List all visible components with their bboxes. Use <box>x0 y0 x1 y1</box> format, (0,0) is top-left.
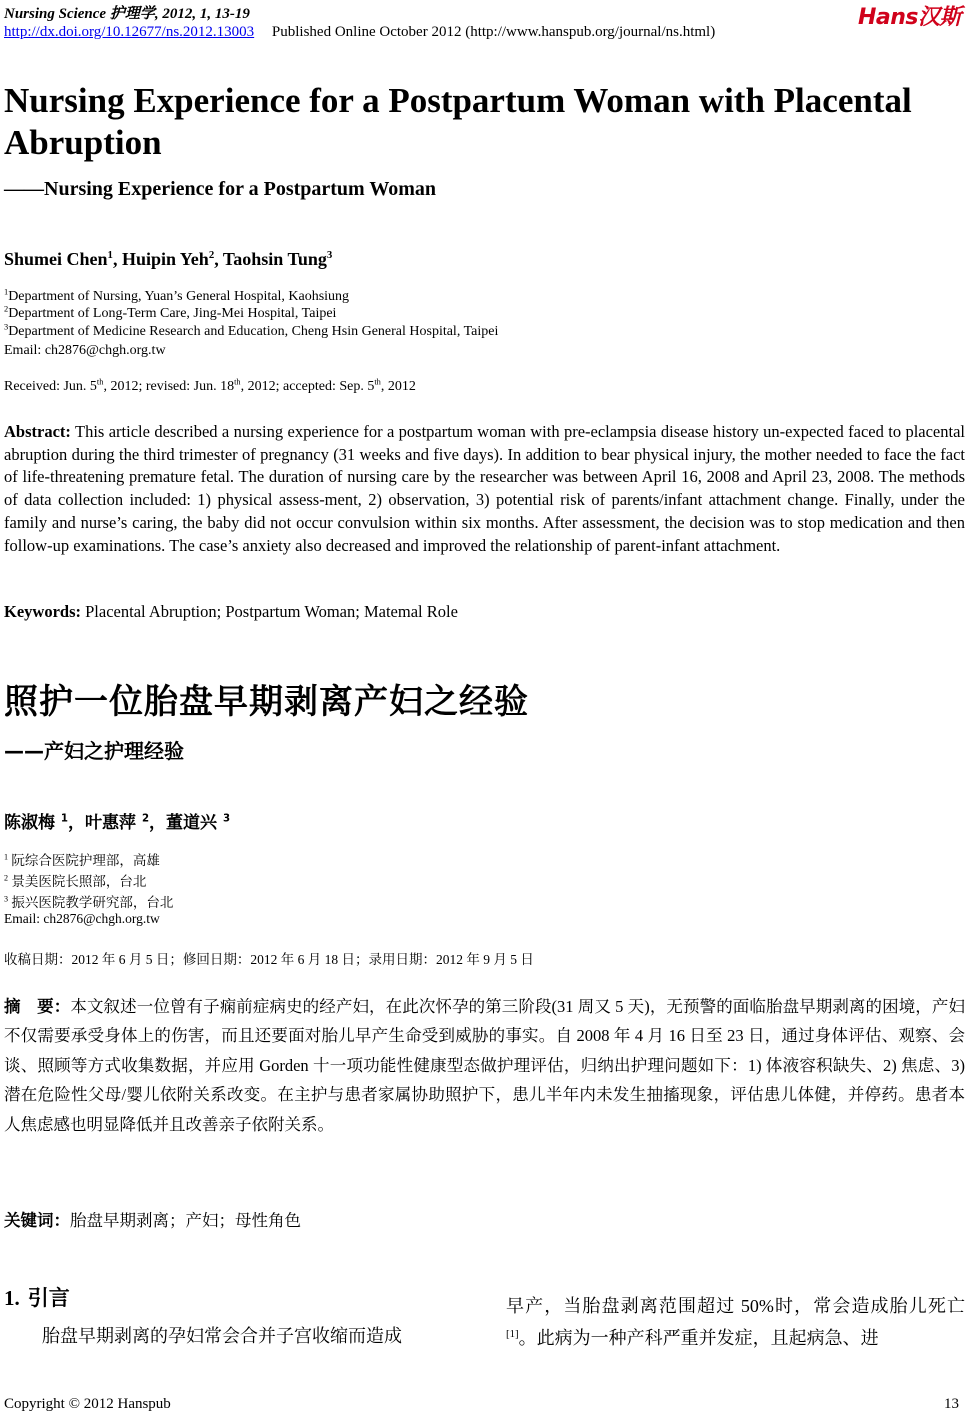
author-sup: 1 <box>107 249 113 261</box>
section-heading <box>4 1282 70 1312</box>
keywords-label-cn: 关键词： <box>4 1211 70 1230</box>
email-en: Email: ch2876@chgh.org.tw <box>4 343 166 358</box>
journal-citation: Nursing Science 护理学, 2012, 1, 13-19 <box>4 6 250 22</box>
keywords-en <box>4 602 458 622</box>
doi-line <box>4 24 715 41</box>
authors-cn: 陈淑梅 $^1$，叶惠萍 $^2$，董道兴 $^3$ <box>4 813 231 833</box>
author-name: Taohsin Tung <box>222 249 327 269</box>
paper-title-cn: 照护一位胎盘早期剥离产妇之经验 <box>4 682 529 722</box>
affiliation-en: $^1$Department of Nursing, Yuan’s General Hospital, Kaohsiung <box>4 287 350 304</box>
abstract-text-cn: 本文叙述一位曾有子痫前症病史的经产妇，在此次怀孕的第三阶段(31 周又 5 天)，无预警的面临胎盘早期剥离的困境，产妇不仅需要承受身体上的伤害，而且还要面对胎儿早产生命受到威胁的事实。自 2008 年 4 月 16 日至 23 日，通过身体评估、观察、会谈、照顾等方式收集数据，并应用 Gorden 十一项功能性健康型态做护理评估，归纳出护理问题如下：1) 体液容积缺失、2) 焦虑、3) 潜在危险性父母/婴儿依附关系改变。在主护与患者家属协助照护下，患儿半年内未发生抽搐现象，评估患儿体健，并停药。患者本人焦虑感也明显降低并且改善亲子依附关系。 <box>4 997 965 1134</box>
abstract-text-en: This article described a nursing experience for a postpartum woman with pre-eclampsia disease history un-expected faced to placental abruption during the third trimester of pregnancy (31 weeks and five days). In addition to bear physical injury, the mother needed to face the fact of life-threatening premature fetal. The duration of nursing care by the researcher was between April 16, 2008 and April 23, 2008. The methods of data collection included: 1) physical assess-ment, 2) observation, 3) potential risk of parents/infant attachment change. Finally, under the family and nurse’s caring, the baby did not occur convulsion within six months. After assessment, the decision was to stop medication and then follow-up examinations. The case’s anxiety also decreased and improved the relationship of parent-infant attachment. <box>4 422 965 555</box>
affiliation-cn: $^2$ 景美医院长照部，台北 <box>4 873 147 889</box>
authors-en: Shumei Chen$^1$, Huipin Yeh$^2$, Taohsin Tung$^3$ <box>4 249 333 269</box>
received-dates-cn: 收稿日期：2012 年 6 月 5 日；修回日期：2012 年 6 月 18 日；录用日期：2012 年 9 月 5 日 <box>4 952 534 967</box>
author-name: Huipin Yeh <box>121 249 209 269</box>
paper-subtitle-cn: ——产妇之护理经验 <box>4 739 184 763</box>
abstract-label-cn: 摘 要： <box>4 997 71 1016</box>
keywords-cn <box>4 1207 301 1231</box>
paper-title-en: Nursing Experience for a Postpartum Woman with Placental Abruption <box>4 81 912 162</box>
author-sup: 2 <box>208 249 215 261</box>
received-dates-en: Received: Jun. 5th, 2012; revised: Jun. 18th, 2012; accepted: Sep. 5th, 2012 <box>4 377 416 394</box>
abstract-cn <box>4 992 965 1139</box>
paper-subtitle-en: ——Nursing Experience for a Postpartum Woman <box>4 178 437 200</box>
affiliation-en: $^2$Department of Long-Term Care, Jing-Mei Hospital, Taipei <box>4 304 337 321</box>
body-text-left-column: 胎盘早期剥离的孕妇常会合并子宫收缩而造成 <box>42 1326 402 1346</box>
abstract-label-en: Abstract: <box>4 422 71 441</box>
section-title: 引言 <box>27 1286 70 1310</box>
affiliation-cn: $^1$ 阮综合医院护理部，高雄 <box>4 852 160 868</box>
abstract-en <box>4 421 965 557</box>
section-number: 1. <box>4 1286 20 1310</box>
body-text-right-column: 早产，当胎盘剥离范围超过 50%时，常会造成胎儿死亡[1]。此病为一种产科严重并发症，且起病急、进 <box>506 1296 965 1348</box>
email-cn: Email: ch2876@chgh.org.tw <box>4 911 160 926</box>
footer-copyright: Copyright © 2012 Hanspub <box>4 1396 171 1412</box>
affiliation-cn: $^3$ 振兴医院教学研究部，台北 <box>4 894 174 910</box>
citation-ref[interactable]: [1] <box>506 1328 519 1340</box>
keywords-text-en: Placental Abruption; Postpartum Woman; Matemal Role <box>85 602 458 621</box>
hans-logo: Hans汉斯 <box>857 5 961 30</box>
author-sup: 3 <box>326 249 333 261</box>
affiliation-en: $^3$Department of Medicine Research and Education, Cheng Hsin General Hospital, Taipei <box>4 322 499 339</box>
published-online: Published Online October 2012 (http://www.hanspub.org/journal/ns.html) <box>271 24 716 40</box>
page-number: 13 <box>944 1396 959 1412</box>
author-name: Shumei Chen <box>4 249 108 269</box>
doi-link[interactable]: http://dx.doi.org/10.12677/ns.2012.13003 <box>4 24 255 40</box>
keywords-text-cn: 胎盘早期剥离；产妇；母性角色 <box>70 1211 301 1230</box>
keywords-label-en: Keywords: <box>4 602 81 621</box>
